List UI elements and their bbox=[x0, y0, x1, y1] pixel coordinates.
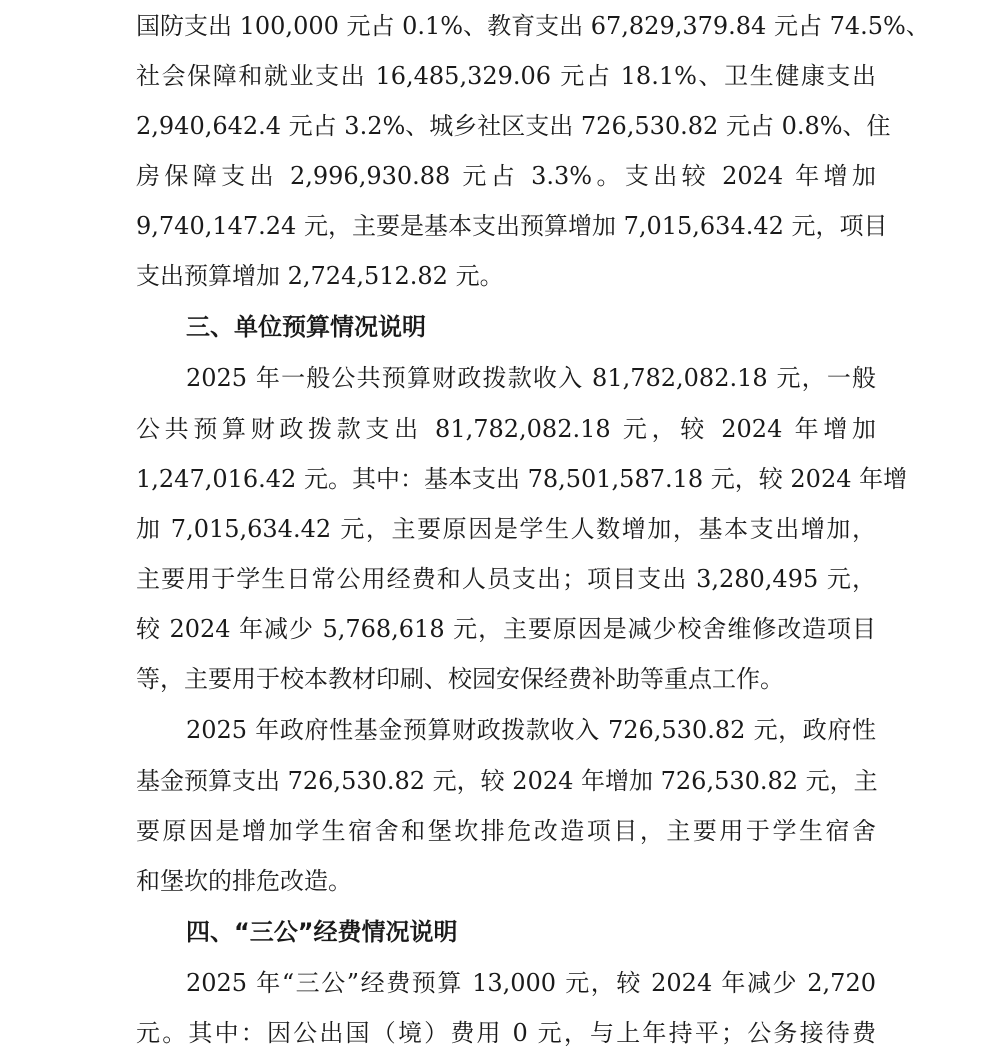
paragraph-line: 和堡坎的排危改造。 bbox=[136, 867, 352, 895]
paragraph-line: 等，主要用于校本教材印刷、校园安保经费补助等重点工作。 bbox=[136, 665, 784, 693]
paragraph-line: 要原因是增加学生宿舍和堡坎排危改造项目，主要用于学生宿舍 bbox=[136, 817, 876, 845]
paragraph-line: 公共预算财政拨款支出 81,782,082.18 元，较 2024 年增加 bbox=[136, 415, 876, 443]
paragraph-line: 房保障支出 2,996,930.88 元占 3.3%。支出较 2024 年增加 bbox=[136, 162, 876, 190]
section-heading-unit-budget: 三、单位预算情况说明 bbox=[186, 313, 426, 341]
paragraph-line: 2025 年一般公共预算财政拨款收入 81,782,082.18 元，一般 bbox=[186, 364, 876, 392]
paragraph-line: 支出预算增加 2,724,512.82 元。 bbox=[136, 262, 504, 290]
paragraph-line: 2025 年“三公”经费预算 13,000 元，较 2024 年减少 2,720 bbox=[186, 969, 876, 997]
paragraph-line: 加 7,015,634.42 元，主要原因是学生人数增加，基本支出增加， bbox=[136, 515, 876, 543]
paragraph-line: 9,740,147.24 元，主要是基本支出预算增加 7,015,634.42 元，项目 bbox=[136, 212, 888, 240]
paragraph-line: 社会保障和就业支出 16,485,329.06 元占 18.1%、卫生健康支出 bbox=[136, 62, 876, 90]
paragraph-line: 元。其中：因公出国（境）费用 0 元，与上年持平；公务接待费 bbox=[136, 1019, 876, 1047]
paragraph-line: 较 2024 年减少 5,768,618 元，主要原因是减少校舍维修改造项目 bbox=[136, 615, 876, 643]
paragraph-line: 2,940,642.4 元占 3.2%、城乡社区支出 726,530.82 元占 0.8%、住 bbox=[136, 112, 891, 140]
section-heading-three-public-expenses: 四、“三公”经费情况说明 bbox=[186, 918, 458, 946]
paragraph-line: 国防支出 100,000 元占 0.1%、教育支出 67,829,379.84 元占 74.5%、 bbox=[136, 12, 930, 40]
paragraph-line: 主要用于学生日常公用经费和人员支出；项目支出 3,280,495 元， bbox=[136, 565, 876, 593]
paragraph-line: 基金预算支出 726,530.82 元，较 2024 年增加 726,530.82 元，主 bbox=[136, 767, 878, 795]
paragraph-line: 1,247,016.42 元。其中：基本支出 78,501,587.18 元，较 2024 年增 bbox=[136, 465, 908, 493]
paragraph-line: 2025 年政府性基金预算财政拨款收入 726,530.82 元，政府性 bbox=[186, 716, 876, 744]
